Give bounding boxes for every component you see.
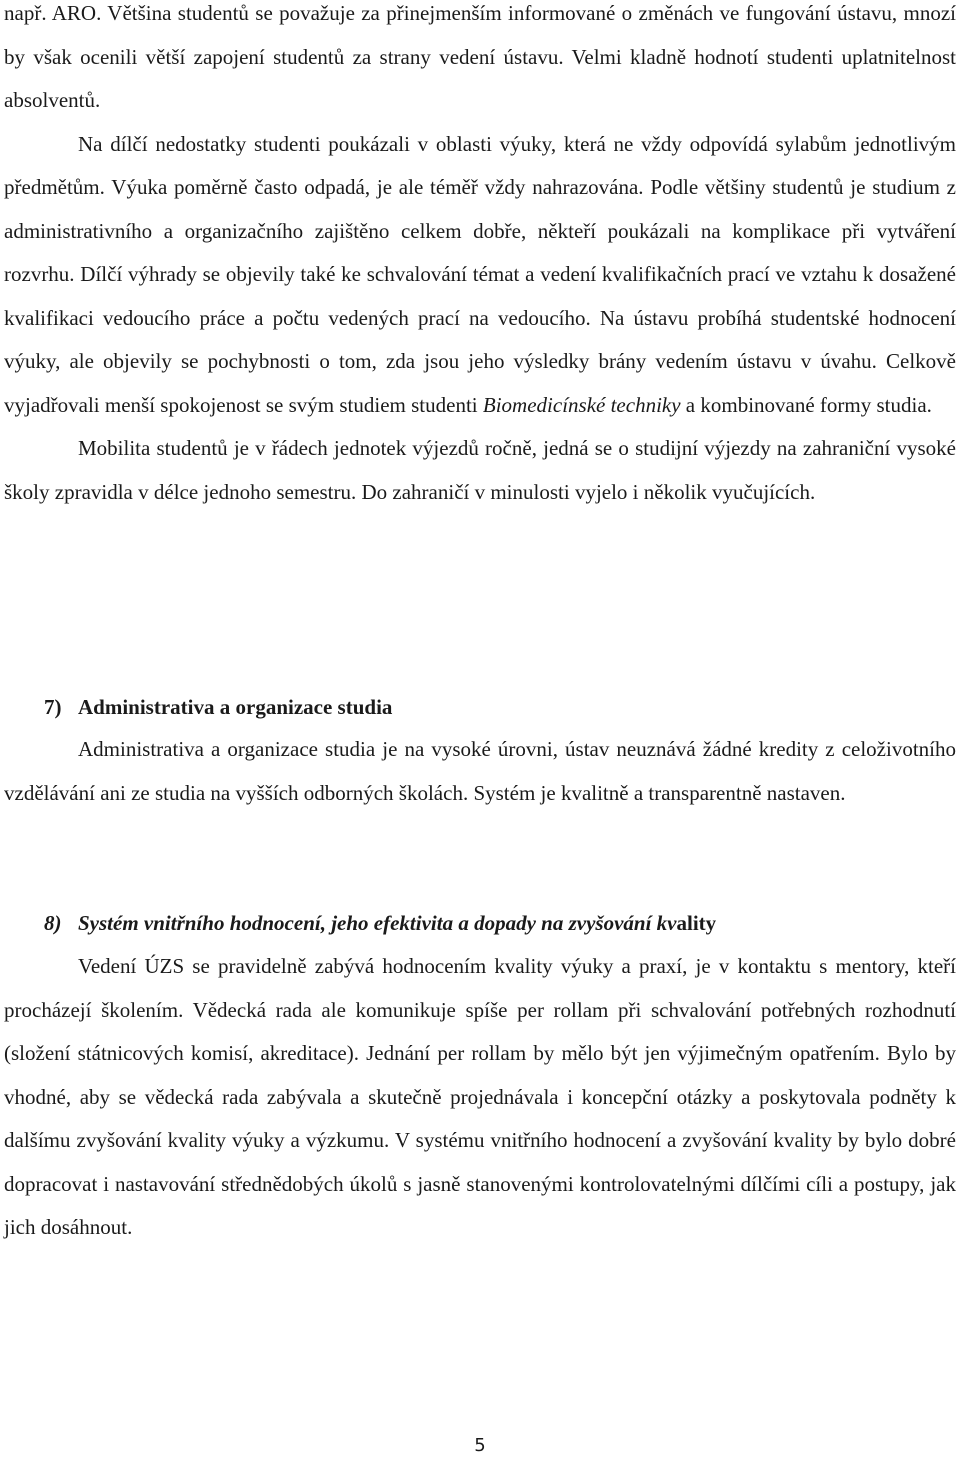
intro-text-block [4, 0, 956, 514]
section-8-heading [44, 908, 716, 938]
section-7-body: Administrativa a organizace studia je na vysoké úrovni, ústav neuznává žádné kredity z celoživotního vzdělávání ani ze studia na vyšších odborných školách. Systém je kvalitně a transparentně nastaven. [4, 737, 956, 805]
program-name-emphasis: Biomedicínské techniky [482, 392, 681, 417]
section-7-heading [44, 692, 392, 722]
section-8-number: 8) [44, 911, 62, 935]
section-8-body: Vedení ÚZS se pravidelně zabývá hodnocením kvality výuky a praxí, je v kontaktu s mentory, kteří procházejí školením. Vědecká rada ale komunikuje spíše per rollam při schvalování potřebných rozhodnutí (složení státnicových komisí, akreditace). Jednání per rollam by mělo být jen výjimečným opatřením. Bylo by vhodné, aby se vědecká rada zabývala a skutečně projednávala i koncepční otázky a poskytovala podněty k dalšímu zvyšování kvality výuky a výzkumu. V systému vnitřního hodnocení a zvyšování kvality by bylo dobré dopracovat i nastavování střednědobých úkolů s jasně stanovenými kontrolovatelnými dílčími cíli a postupy, jak jich dosáhnout. [4, 954, 956, 1239]
section-7-number: 7) [44, 695, 62, 719]
paragraph-student-feedback-tail: a kombinované formy studia. [680, 392, 932, 417]
section-7-text-block [4, 728, 956, 815]
paragraph-mobility: Mobilita studentů je v řádech jednotek výjezdů ročně, jedná se o studijní výjezdy na zahraniční vysoké školy zpravidla v délce jednoho semestru. Do zahraničí v minulosti vyjelo i několik vyučujících. [4, 436, 956, 504]
paragraph-student-feedback [4, 123, 956, 428]
section-8-title-tail: ality [676, 911, 717, 935]
paragraph-continuation: např. ARO. Většina studentů se považuje za přinejmenším informované o změnách ve fungování ústavu, mnozí by však ocenili větší zapojení studentů za strany vedení ústavu. Velmi kladně hodnotí studenti uplatnitelnost absolventů. [4, 1, 956, 112]
section-8-text-block [4, 945, 956, 1250]
section-7-title: Administrativa a organizace studia [78, 695, 393, 719]
section-8-title: Systém vnitřního hodnocení, jeho efektivita a dopady na zvyšování kv [78, 911, 677, 935]
page-number: 5 [474, 1435, 486, 1456]
paragraph-student-feedback-text: Na dílčí nedostatky studenti poukázali v oblasti výuky, která ne vždy odpovídá sylabům jednotlivým předmětům. Výuka poměrně často odpadá, je ale téměř vždy nahrazována. Podle většiny studentů je studium z administrativního a organizačního zajištěno celkem dobře, někteří poukázali na komplikace při vytváření rozvrhu. Dílčí výhrady se objevily také ke schvalování témat a vedení kvalifikačních prací ve vztahu k dosažené kvalifikaci vedoucího práce a počtu vedených prací na vedoucího. Na ústavu probíhá studentské hodnocení výuky, ale objevily se pochybnosti o tom, zda jsou jeho výsledky brány vedením ústavu v úvahu. Celkově vyjadřovali menší spokojenost se svým studiem studenti [4, 131, 956, 417]
